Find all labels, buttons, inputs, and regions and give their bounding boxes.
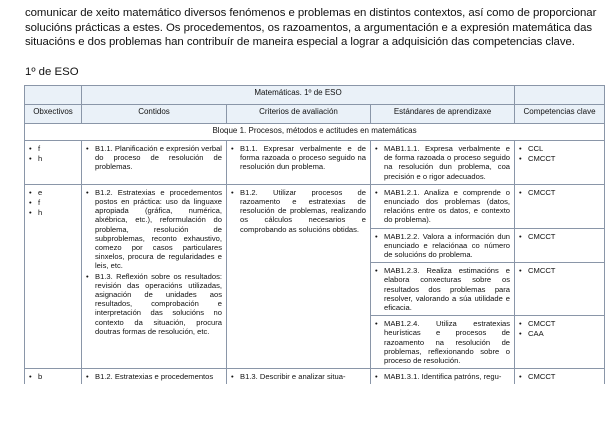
bullet-icon: • [29, 372, 32, 382]
content-cell [82, 141, 227, 185]
bullet-icon: • [86, 144, 89, 153]
objective-item: f [38, 198, 41, 208]
header-competences: Competencias clave [515, 105, 605, 124]
criterion-cell [227, 184, 371, 368]
bullet-icon: • [231, 144, 234, 153]
objective-item: f [38, 144, 41, 153]
bullet-icon: • [519, 329, 522, 339]
standard-item: MAB1.2.1. Analiza e comprende o enunciado dos problemas (datos, relacións entre os datos, e contexto do problema). [384, 187, 511, 225]
column-header-row [25, 105, 605, 124]
table-row [25, 184, 605, 228]
bullet-icon: • [375, 372, 378, 382]
header-corner-right [515, 86, 605, 105]
objective-item: h [38, 208, 43, 218]
bullet-icon: • [375, 231, 378, 241]
standard-item: MAB1.1.1. Expresa verbalmente e de forma razoada o proceso seguido na resolución dun problema, coa precisión e o rigor adecuados. [384, 144, 511, 181]
standard-item: MAB1.2.3. Realiza estimacións e elabora conxecturas sobre os resultados dos problemas para resolver, valorando a súa utilidade e eficacia. [384, 266, 511, 313]
criterion-cell [227, 141, 371, 185]
bullet-icon: • [519, 319, 522, 329]
bullet-icon: • [519, 187, 522, 197]
table-row [25, 369, 605, 385]
header-standards: Estándares de aprendizaxe [371, 105, 515, 124]
criterion-item: B1.1. Expresar verbalmente e de forma razoada o proceso seguido na resolución dun problema. [240, 144, 366, 172]
standard-cell [371, 263, 515, 316]
bullet-icon: • [86, 187, 89, 197]
header-criteria: Criterios de avaliación [227, 105, 371, 124]
objectives-cell [25, 184, 82, 368]
bullet-icon: • [519, 154, 522, 164]
criterion-item: B1.2. Utilizar procesos de razoamento e estratexias de resolución de problemas, realizando os cálculos necesarios e comprobando as solucións obtidas. [240, 187, 366, 234]
competence-item: CMCCT [528, 372, 556, 382]
header-contents: Contidos [82, 105, 227, 124]
header-objectives: Obxectivos [25, 105, 82, 124]
competences-cell [515, 369, 605, 385]
objective-item: e [38, 187, 43, 197]
bullet-icon: • [86, 372, 89, 382]
competence-item: CMCCT [528, 231, 556, 241]
competences-cell [515, 263, 605, 316]
bullet-icon: • [375, 187, 378, 197]
bullet-icon: • [375, 319, 378, 329]
bullet-icon: • [86, 271, 89, 281]
bullet-icon: • [231, 372, 234, 382]
table-title: Matemáticas. 1º de ESO [82, 86, 515, 105]
bullet-icon: • [29, 154, 32, 164]
competence-item: CCL [528, 144, 544, 153]
curriculum-table [24, 85, 605, 384]
block-title: Bloque 1. Procesos, métodos e actitudes en matemáticas [25, 124, 605, 141]
bullet-icon: • [375, 266, 378, 276]
objectives-cell [25, 369, 82, 385]
objectives-cell [25, 141, 82, 185]
competences-cell [515, 141, 605, 185]
standard-cell [371, 228, 515, 263]
objective-item: h [38, 154, 43, 164]
standard-item: MAB1.2.2. Valora a información dun enunciado e relaciónaa co número de solucións do problema. [384, 231, 511, 260]
intro-line: solucións prácticas a estes. Os procedementos, os razoamentos, a argumentación e a expresión matemática das [25, 21, 593, 34]
bullet-icon: • [29, 198, 32, 208]
content-item: B1.2. Estratexias e procedementos [95, 372, 214, 382]
bullet-icon: • [519, 372, 522, 382]
standard-cell [371, 184, 515, 228]
header-corner-left [25, 86, 82, 105]
intro-paragraph [25, 6, 605, 50]
objective-item: b [38, 372, 43, 382]
bullet-icon: • [375, 144, 378, 153]
standard-item: MAB1.2.4. Utiliza estratexias heurísticas e procesos de razoamento na resolución de problemas, reflexionando sobre o proceso de resolución. [384, 319, 511, 366]
criterion-item: B1.3. Describir e analizar situa- [240, 372, 346, 382]
standard-item: MAB1.3.1. Identifica patróns, regu- [384, 372, 502, 382]
content-item: B1.1. Planificación e expresión verbal do proceso de resolución de problemas. [95, 144, 222, 172]
standard-cell [371, 316, 515, 369]
standard-cell [371, 141, 515, 185]
competence-item: CMCCT [528, 319, 556, 329]
bullet-icon: • [519, 231, 522, 241]
bullet-icon: • [29, 208, 32, 218]
content-cell [82, 369, 227, 385]
block-row [25, 124, 605, 141]
bullet-icon: • [519, 266, 522, 276]
table-title-row [25, 86, 605, 105]
content-item: B1.3. Reflexión sobre os resultados: revisión das operacións utilizadas, asignación de unidades aos resultados, comprobación e interpretación das solucións no contexto da situación, procura doutras formas de resolución, etc. [95, 271, 222, 336]
criterion-cell [227, 369, 371, 385]
bullet-icon: • [231, 187, 234, 197]
competences-cell [515, 228, 605, 263]
content-item: B1.2. Estratexias e procedementos postos en práctica: uso da linguaxe apropiada (gráfica, numérica, alxébrica, etc.), reformulación do problema, resolución de subproblemas, reconto exhaustivo, comezo por casos particulares sinxelos, procura de regularidades e leis, etc. [95, 187, 222, 271]
content-cell [82, 184, 227, 368]
competences-cell [515, 316, 605, 369]
competences-cell [515, 184, 605, 228]
competence-item: CMCCT [528, 187, 556, 197]
bullet-icon: • [519, 144, 522, 153]
competence-item: CMCCT [528, 154, 556, 164]
section-title: 1º de ESO [25, 66, 79, 78]
competence-item: CAA [528, 329, 544, 339]
intro-line: situacións e dos problemas han contribuír de maneira especial a lograr a adquisición das competencias clave. [25, 36, 575, 49]
intro-line: comunicar de xeito matemático diversos fenómenos e problemas en distintos contextos, así como de proporcionar [25, 7, 597, 19]
standard-cell [371, 369, 515, 385]
table-row [25, 141, 605, 185]
bullet-icon: • [29, 144, 32, 153]
competence-item: CMCCT [528, 266, 556, 276]
bullet-icon: • [29, 187, 32, 197]
